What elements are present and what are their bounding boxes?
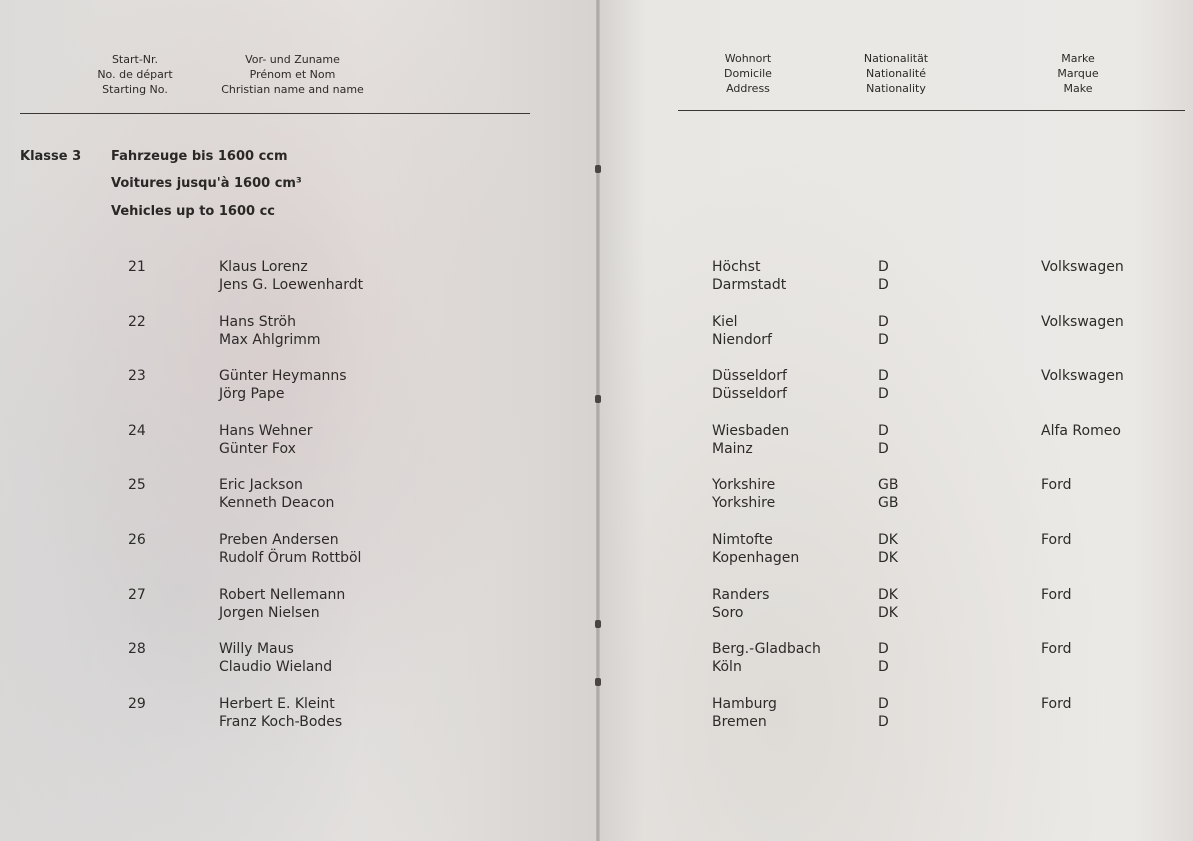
driver-name: Hans Ströh <box>219 314 296 330</box>
nationality: D <box>878 314 889 330</box>
co-driver-name: Rudolf Örum Rottböl <box>219 550 362 566</box>
start-number <box>128 695 146 713</box>
domicile: Düsseldorf <box>712 386 787 402</box>
car-make-value: Ford <box>1041 587 1072 603</box>
header-nationality-fr: Nationalité <box>866 67 926 80</box>
crew-nationalities <box>878 422 889 458</box>
start-number-value: 24 <box>128 423 146 439</box>
driver-name: Herbert E. Kleint <box>219 696 335 712</box>
nationality: D <box>878 368 889 384</box>
co-driver-name: Jorgen Nielsen <box>219 605 320 621</box>
car-make-value: Volkswagen <box>1041 368 1124 384</box>
header-make-fr: Marque <box>1057 67 1099 80</box>
car-make <box>1041 531 1072 549</box>
start-number <box>128 258 146 276</box>
header-domicile-fr: Domicile <box>724 67 772 80</box>
co-driver-name: Jens G. Loewenhardt <box>219 277 364 293</box>
crew-nationalities <box>878 313 889 349</box>
nationality: D <box>878 641 889 657</box>
domicile: Niendorf <box>712 332 772 348</box>
domicile: Wiesbaden <box>712 423 790 439</box>
co-driver-name: Franz Koch-Bodes <box>219 714 343 730</box>
car-make-value: Ford <box>1041 477 1072 493</box>
co-driver-name: Jörg Pape <box>219 386 285 402</box>
start-number-value: 25 <box>128 477 146 493</box>
nationality: DK <box>878 587 898 603</box>
start-number <box>128 313 146 331</box>
crew-names <box>219 258 363 294</box>
crew-names <box>219 695 342 731</box>
car-make-value: Volkswagen <box>1041 259 1124 275</box>
car-make-value: Volkswagen <box>1041 314 1124 330</box>
nationality: GB <box>878 477 899 493</box>
car-make-value: Ford <box>1041 696 1072 712</box>
start-number-value: 27 <box>128 587 146 603</box>
staple-lower <box>595 620 601 628</box>
header-name-en: Christian name and name <box>221 83 364 96</box>
driver-name: Eric Jackson <box>219 477 303 493</box>
start-number-value: 28 <box>128 641 146 657</box>
co-driver-name: Max Ahlgrimm <box>219 332 321 348</box>
crew-nationalities <box>878 367 889 403</box>
header-make-de: Marke <box>1061 52 1095 65</box>
header-start-number <box>80 52 190 97</box>
header-nationality <box>846 51 946 96</box>
car-make <box>1041 586 1072 604</box>
crew-names <box>219 367 347 403</box>
crew-domiciles <box>712 476 775 512</box>
header-name-fr: Prénom et Nom <box>249 68 336 81</box>
nationality: D <box>878 659 889 675</box>
domicile: Köln <box>712 659 742 675</box>
start-number <box>128 367 146 385</box>
crew-names <box>219 531 361 567</box>
co-driver-name: Claudio Wieland <box>219 659 333 675</box>
crew-domiciles <box>712 422 789 458</box>
co-driver-name: Günter Fox <box>219 441 296 457</box>
domicile: Kiel <box>712 314 738 330</box>
nationality: DK <box>878 550 898 566</box>
car-make-value: Alfa Romeo <box>1041 423 1121 439</box>
class-desc-de: Fahrzeuge bis 1600 ccm <box>111 149 288 164</box>
driver-name: Günter Heymanns <box>219 368 347 384</box>
crew-domiciles <box>712 367 787 403</box>
nationality: D <box>878 386 889 402</box>
driver-name: Hans Wehner <box>219 423 313 439</box>
start-number <box>128 586 146 604</box>
start-number-value: 29 <box>128 696 146 712</box>
car-make <box>1041 258 1124 276</box>
crew-names <box>219 313 321 349</box>
class-desc-fr: Voitures jusqu'à 1600 cm³ <box>111 176 302 191</box>
driver-name: Klaus Lorenz <box>219 259 308 275</box>
header-nationality-en: Nationality <box>866 82 926 95</box>
crew-nationalities <box>878 695 889 731</box>
header-make-en: Make <box>1063 82 1093 95</box>
domicile: Bremen <box>712 714 767 730</box>
right-page <box>598 0 1193 841</box>
class-desc-en: Vehicles up to 1600 cc <box>111 204 275 219</box>
crew-domiciles <box>712 258 786 294</box>
header-name-de: Vor- und Zuname <box>245 53 340 66</box>
header-make <box>1028 51 1128 96</box>
header-start-en: Starting No. <box>102 83 168 96</box>
domicile: Kopenhagen <box>712 550 800 566</box>
domicile: Höchst <box>712 259 761 275</box>
header-domicile-de: Wohnort <box>724 52 772 65</box>
domicile: Randers <box>712 587 770 603</box>
nationality: DK <box>878 605 898 621</box>
crew-domiciles <box>712 586 769 622</box>
header-nationality-de: Nationalität <box>863 52 929 65</box>
domicile: Düsseldorf <box>712 368 787 384</box>
nationality: D <box>878 423 889 439</box>
co-driver-name: Kenneth Deacon <box>219 495 335 511</box>
class-label: Klasse 3 <box>20 149 82 164</box>
car-make <box>1041 422 1121 440</box>
nationality: DK <box>878 532 898 548</box>
car-make <box>1041 367 1124 385</box>
header-name <box>200 52 385 97</box>
car-make-value: Ford <box>1041 532 1072 548</box>
domicile: Darmstadt <box>712 277 787 293</box>
binding-gutter <box>596 0 600 841</box>
driver-name: Willy Maus <box>219 641 294 657</box>
header-rule-left <box>20 113 530 114</box>
crew-domiciles <box>712 695 777 731</box>
crew-domiciles <box>712 640 821 676</box>
crew-domiciles <box>712 531 799 567</box>
crew-nationalities <box>878 640 889 676</box>
domicile: Hamburg <box>712 696 777 712</box>
header-start-fr: No. de départ <box>97 68 173 81</box>
nationality: D <box>878 277 889 293</box>
crew-names <box>219 422 312 458</box>
start-number-value: 26 <box>128 532 146 548</box>
nationality: D <box>878 332 889 348</box>
nationality: D <box>878 714 889 730</box>
staple-middle <box>595 395 601 403</box>
crew-nationalities <box>878 258 889 294</box>
header-rule-right <box>678 110 1185 111</box>
crew-domiciles <box>712 313 772 349</box>
header-domicile <box>698 51 798 96</box>
crew-names <box>219 476 334 512</box>
car-make <box>1041 640 1072 658</box>
domicile: Mainz <box>712 441 753 457</box>
nationality: GB <box>878 495 899 511</box>
crew-names <box>219 586 345 622</box>
start-number-value: 23 <box>128 368 146 384</box>
car-make <box>1041 313 1124 331</box>
start-number-value: 21 <box>128 259 146 275</box>
start-number-value: 22 <box>128 314 146 330</box>
crew-nationalities <box>878 531 898 567</box>
staple-top <box>595 165 601 173</box>
header-domicile-en: Address <box>726 82 770 95</box>
crew-names <box>219 640 332 676</box>
header-start-de: Start-Nr. <box>111 53 159 66</box>
driver-name: Robert Nellemann <box>219 587 346 603</box>
start-number <box>128 531 146 549</box>
crew-nationalities <box>878 586 898 622</box>
nationality: D <box>878 441 889 457</box>
start-number <box>128 422 146 440</box>
nationality: D <box>878 259 889 275</box>
car-make <box>1041 695 1072 713</box>
domicile: Yorkshire <box>712 477 776 493</box>
domicile: Soro <box>712 605 744 621</box>
crew-nationalities <box>878 476 898 512</box>
domicile: Berg.-Gladbach <box>712 641 821 657</box>
domicile: Nimtofte <box>712 532 773 548</box>
driver-name: Preben Andersen <box>219 532 339 548</box>
car-make-value: Ford <box>1041 641 1072 657</box>
domicile: Yorkshire <box>712 495 776 511</box>
car-make <box>1041 476 1072 494</box>
staple-bottom <box>595 678 601 686</box>
start-number <box>128 640 146 658</box>
start-number <box>128 476 146 494</box>
nationality: D <box>878 696 889 712</box>
